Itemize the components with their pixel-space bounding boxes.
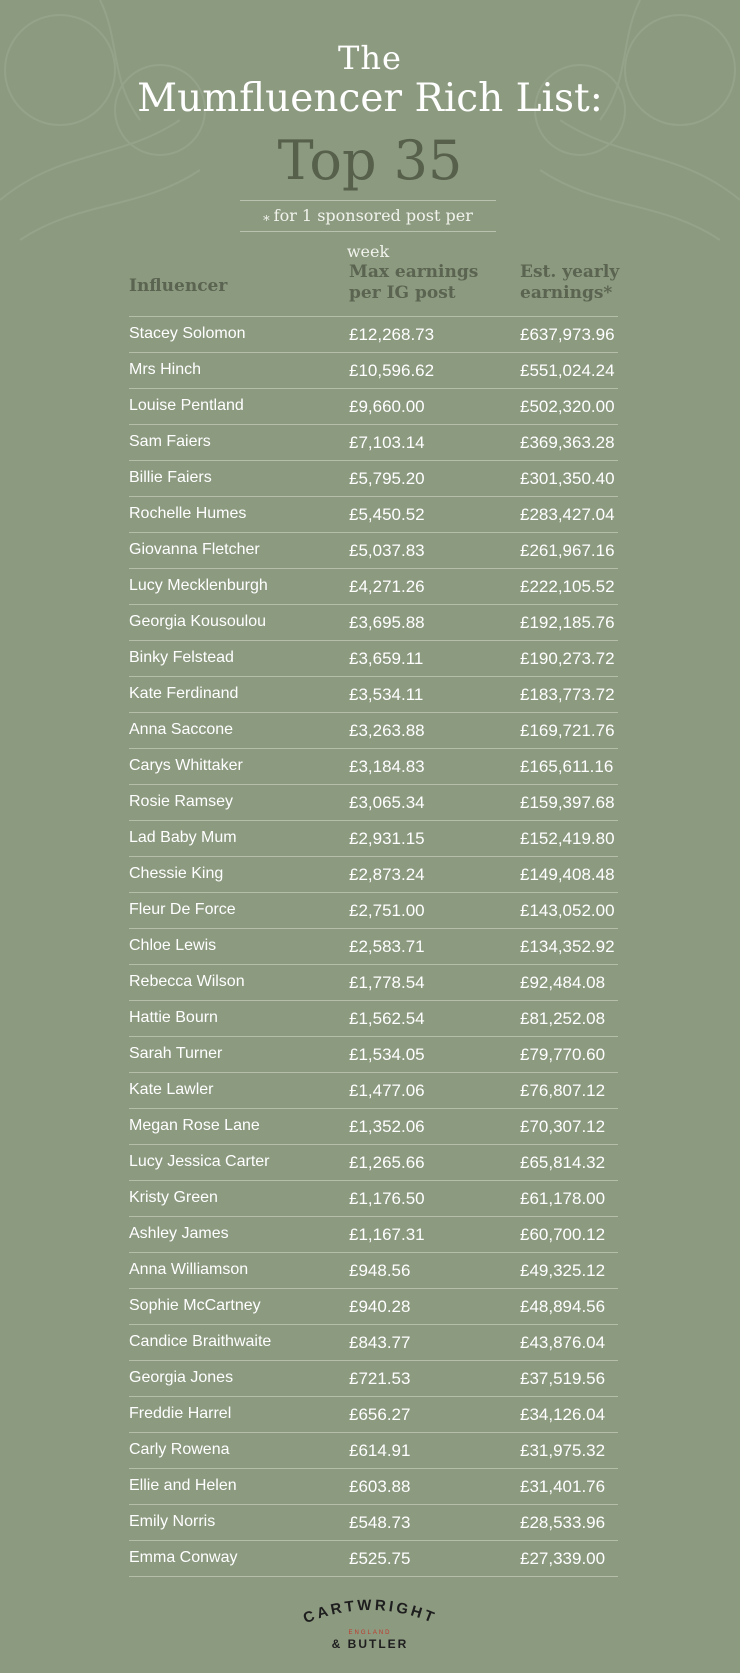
table-row [129,1397,618,1433]
table-row [129,461,618,497]
max-earnings-value: £3,184.83 [349,757,425,776]
max-earnings-value: £721.53 [349,1369,411,1388]
yearly-earnings-value: £43,876.04 [520,1333,606,1352]
yearly-earnings-value: £143,052.00 [520,901,615,920]
logo-top-text: CARTWRIGHT [300,1596,440,1628]
yearly-earnings-value: £222,105.52 [520,577,615,596]
influencer-name: Rebecca Wilson [129,973,245,990]
header [0,38,740,194]
yearly-earnings-value: £165,611.16 [520,757,614,776]
max-earnings-value: £603.88 [349,1477,411,1496]
influencer-name: Sam Faiers [129,433,211,450]
max-earnings-value: £4,271.26 [349,577,425,596]
svg-text:CARTWRIGHT [301,1597,439,1627]
yearly-earnings-value: £152,419.80 [520,829,615,848]
table-row [129,569,618,605]
max-earnings-value: £3,263.88 [349,721,425,740]
logo-middle-text: ENGLAND [348,1630,392,1636]
table-row [129,1325,618,1361]
max-earnings-value: £10,596.62 [349,361,435,380]
influencer-name: Kristy Green [129,1189,218,1206]
table-row [129,965,618,1001]
influencer-name: Carys Whittaker [129,757,243,774]
yearly-earnings-value: £81,252.08 [520,1009,606,1028]
max-earnings-value: £1,534.05 [349,1045,425,1064]
table-row [129,749,618,785]
table-row [129,1361,618,1397]
table-row [129,605,618,641]
yearly-earnings-value: £28,533.96 [520,1513,606,1532]
influencer-name: Giovanna Fletcher [129,541,260,558]
yearly-earnings-value: £369,363.28 [520,433,615,452]
influencer-name: Emily Norris [129,1513,216,1530]
influencer-name: Hattie Bourn [129,1009,218,1026]
max-earnings-value: £1,352.06 [349,1117,425,1136]
yearly-earnings-value: £92,484.08 [520,973,606,992]
yearly-earnings-value: £301,350.40 [520,469,615,488]
yearly-earnings-value: £49,325.12 [520,1261,606,1280]
title-line-3: Top 35 [277,129,463,192]
table-row [129,785,618,821]
max-earnings-value: £2,873.24 [349,865,425,884]
table-row [129,389,618,425]
influencer-name: Billie Faiers [129,469,212,486]
table-row [129,929,618,965]
yearly-earnings-value: £190,273.72 [520,649,615,668]
table-row [129,821,618,857]
max-earnings-value: £1,562.54 [349,1009,425,1028]
column-header-max-line1: Max earnings [349,262,479,282]
max-earnings-value: £3,659.11 [349,649,424,668]
table-row [129,893,618,929]
table-row [129,1217,618,1253]
yearly-earnings-value: £502,320.00 [520,397,615,416]
max-earnings-value: £1,477.06 [349,1081,425,1100]
max-earnings-value: £614.91 [349,1441,411,1460]
max-earnings-value: £1,167.31 [349,1225,425,1244]
max-earnings-value: £656.27 [349,1405,411,1424]
influencer-name: Chessie King [129,865,224,882]
footnote [240,200,496,261]
max-earnings-value: £843.77 [349,1333,411,1352]
influencer-name: Anna Saccone [129,721,234,738]
yearly-earnings-value: £48,894.56 [520,1297,606,1316]
yearly-earnings-value: £159,397.68 [520,793,615,812]
table-row [129,1073,618,1109]
title-line-1: The [338,39,402,77]
rich-list-table [129,262,618,1577]
table-row [129,1253,618,1289]
influencer-name: Georgia Kousoulou [129,613,266,630]
column-header-yearly-line2: earnings* [520,283,613,303]
influencer-name: Lucy Mecklenburgh [129,577,268,594]
influencer-name: Ellie and Helen [129,1477,237,1494]
influencer-name: Emma Conway [129,1549,238,1566]
influencer-name: Binky Felstead [129,649,234,666]
max-earnings-value: £3,695.88 [349,613,425,632]
table-row [129,641,618,677]
table-row [129,317,618,353]
table-header [129,262,618,317]
table-row [129,1181,618,1217]
yearly-earnings-value: £31,975.32 [520,1441,606,1460]
yearly-earnings-value: £70,307.12 [520,1117,606,1136]
max-earnings-value: £1,778.54 [349,973,425,992]
influencer-name: Mrs Hinch [129,361,202,378]
yearly-earnings-value: £183,773.72 [520,685,615,704]
max-earnings-value: £9,660.00 [349,397,425,416]
table-row [129,425,618,461]
influencer-name: Anna Williamson [129,1261,249,1278]
table-row [129,713,618,749]
influencer-name: Rochelle Humes [129,505,247,522]
influencer-name: Louise Pentland [129,397,244,414]
influencer-name: Candice Braithwaite [129,1333,272,1350]
column-header-max-earnings [349,262,489,304]
influencer-name: Lad Baby Mum [129,829,237,846]
max-earnings-value: £2,931.15 [349,829,425,848]
influencer-name: Georgia Jones [129,1369,234,1386]
influencer-name: Carly Rowena [129,1441,230,1458]
table-row [129,1505,618,1541]
cartwright-butler-logo [0,1596,740,1656]
table-row [129,353,618,389]
influencer-name: Kate Lawler [129,1081,214,1098]
max-earnings-value: £7,103.14 [349,433,425,452]
yearly-earnings-value: £149,408.48 [520,865,615,884]
column-header-yearly [520,262,630,304]
logo-bottom-text: & BUTLER [331,1637,409,1651]
influencer-name: Stacey Solomon [129,325,246,342]
column-header-max-line2: per IG post [349,283,456,303]
influencer-name: Ashley James [129,1225,229,1242]
max-earnings-value: £5,795.20 [349,469,425,488]
table-row [129,1541,618,1577]
influencer-name: Kate Ferdinand [129,685,239,702]
max-earnings-value: £940.28 [349,1297,411,1316]
max-earnings-value: £3,065.34 [349,793,425,812]
yearly-earnings-value: £31,401.76 [520,1477,606,1496]
yearly-earnings-value: £76,807.12 [520,1081,606,1100]
max-earnings-value: £948.56 [349,1261,411,1280]
max-earnings-value: £1,265.66 [349,1153,425,1172]
table-row [129,533,618,569]
title-line-2: Mumfluencer Rich List: [137,76,603,121]
table-row [129,677,618,713]
max-earnings-value: £525.75 [349,1549,411,1568]
yearly-earnings-value: £61,178.00 [520,1189,606,1208]
table-row [129,1109,618,1145]
table-row [129,1469,618,1505]
yearly-earnings-value: £192,185.76 [520,613,615,632]
influencer-name: Fleur De Force [129,901,236,918]
footnote-marker: * [263,214,270,229]
footnote-text: for 1 sponsored post per week [273,206,473,261]
influencer-name: Megan Rose Lane [129,1117,260,1134]
max-earnings-value: £1,176.50 [349,1189,425,1208]
column-header-yearly-line1: Est. yearly [520,262,620,282]
max-earnings-value: £5,037.83 [349,541,425,560]
yearly-earnings-value: £65,814.32 [520,1153,606,1172]
yearly-earnings-value: £60,700.12 [520,1225,606,1244]
table-row [129,1001,618,1037]
yearly-earnings-value: £261,967.16 [520,541,615,560]
table-row [129,1289,618,1325]
yearly-earnings-value: £169,721.76 [520,721,615,740]
yearly-earnings-value: £283,427.04 [520,505,615,524]
influencer-name: Freddie Harrel [129,1405,232,1422]
influencer-name: Sarah Turner [129,1045,223,1062]
max-earnings-value: £2,583.71 [349,937,425,956]
table-row [129,857,618,893]
yearly-earnings-value: £79,770.60 [520,1045,606,1064]
influencer-name: Rosie Ramsey [129,793,234,810]
table-row [129,497,618,533]
max-earnings-value: £3,534.11 [349,685,424,704]
table-row [129,1433,618,1469]
influencer-name: Lucy Jessica Carter [129,1153,270,1170]
max-earnings-value: £12,268.73 [349,325,435,344]
yearly-earnings-value: £551,024.24 [520,361,615,380]
yearly-earnings-value: £34,126.04 [520,1405,606,1424]
table-body [129,317,618,1577]
column-header-influencer: Influencer [129,276,228,296]
influencer-name: Sophie McCartney [129,1297,261,1314]
table-row [129,1037,618,1073]
max-earnings-value: £548.73 [349,1513,411,1532]
yearly-earnings-value: £637,973.96 [520,325,615,344]
max-earnings-value: £2,751.00 [349,901,425,920]
yearly-earnings-value: £27,339.00 [520,1549,606,1568]
yearly-earnings-value: £37,519.56 [520,1369,606,1388]
max-earnings-value: £5,450.52 [349,505,425,524]
influencer-name: Chloe Lewis [129,937,217,954]
table-row [129,1145,618,1181]
yearly-earnings-value: £134,352.92 [520,937,615,956]
